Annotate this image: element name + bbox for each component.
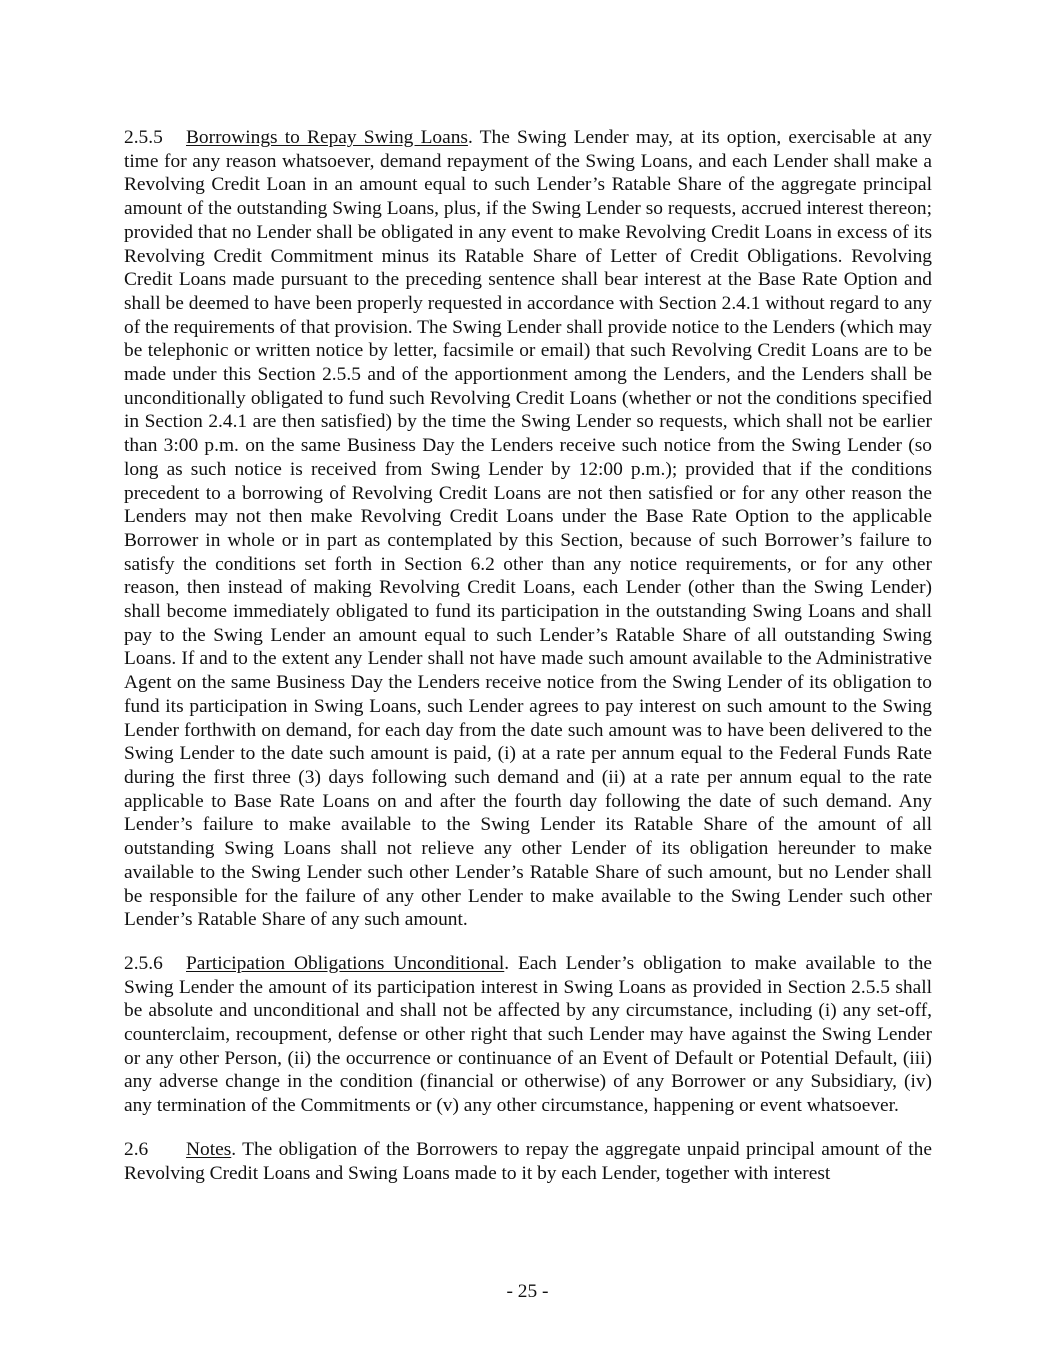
section-2-5-6 <box>124 952 932 1118</box>
section-heading: Borrowings to Repay Swing Loans <box>186 127 468 148</box>
section-body: . The Swing Lender may, at its option, exercisable at any time for any reason whatsoever, demand repayment of the Swing Loans, and each Lender shall make a Revolving Credit Loan in an amount equal to such Lender’s Ratable Share of the aggregate principal amount of the outstanding Swing Loans, plus, if the Swing Lender so requests, accrued interest thereon; provided that no Lender shall be obligated in any event to make Revolving Credit Loans in excess of its Revolving Credit Commitment minus its Ratable Share of Letter of Credit Obligations. Revolving Credit Loans made pursuant to the preceding sentence shall bear interest at the Base Rate Option and shall be deemed to have been properly requested in accordance with Section 2.4.1 without regard to any of the requirements of that provision. The Swing Lender shall provide notice to the Lenders (which may be telephonic or written notice by letter, facsimile or email) that such Revolving Credit Loans are to be made under this Section 2.5.5 and of the apportionment among the Lenders, and the Lenders shall be unconditionally obligated to fund such Revolving Credit Loans (whether or not the conditions specified in Section 2.4.1 are then satisfied) by the time the Swing Lender so requests, which shall not be earlier than 3:00 p.m. on the same Business Day the Lenders receive such notice from the Swing Lender (so long as such notice is received from Swing Lender by 12:00 p.m.); provided that if the conditions precedent to a borrowing of Revolving Credit Loans are not then satisfied or for any other reason the Lenders may not then make Revolving Credit Loans under the Base Rate Option to the applicable Borrower in whole or in part as contemplated by this Section, because of such Borrower’s failure to satisfy the conditions set forth in Section 6.2 other than any notice requirements, or for any other reason, then instead of making Revolving Credit Loans, each Lender (other than the Swing Lender) shall become immediately obligated to fund its participation in the outstanding Swing Loans and shall pay to the Swing Lender an amount equal to such Lender’s Ratable Share of all outstanding Swing Loans. If and to the extent any Lender shall not have made such amount available to the Administrative Agent on the same Business Day the Lenders receive notice from the Swing Lender of its obligation to fund its participation in Swing Loans, such Lender agrees to pay interest on such amount to the Swing Lender forthwith on demand, for each day from the date such amount was to have been delivered to the Swing Lender to the date such amount is paid, (i) at a rate per annum equal to the Federal Funds Rate during the first three (3) days following such demand and (ii) at a rate per annum equal to the rate applicable to Base Rate Loans on and after the fourth day following the date of such demand. Any Lender’s failure to make available to the Swing Lender its Ratable Share of the amount of all outstanding Swing Loans shall not relieve any other Lender of its obligation hereunder to make available to the Swing Lender such other Lender’s Ratable Share of such amount, but no Lender shall be responsible for the failure of any other Lender to make available to the Swing Lender such other Lender’s Ratable Share of any such amount. <box>124 127 933 931</box>
section-2-6 <box>124 1138 932 1185</box>
section-heading: Participation Obligations Unconditional <box>186 952 505 974</box>
section-body: . The obligation of the Borrowers to repay the aggregate unpaid principal amount of the Revolving Credit Loans and Swing Loans made to it by each Lender, together with interest <box>124 1138 932 1184</box>
page-number: - 25 - <box>506 1281 549 1302</box>
section-number: 2.5.5 <box>124 127 163 148</box>
section-number: 2.5.6 <box>124 952 163 974</box>
document-page <box>124 126 932 1205</box>
section-number: 2.6 <box>124 1138 149 1160</box>
section-2-5-5 <box>124 126 932 932</box>
section-heading: Notes <box>186 1138 232 1160</box>
section-body: . Each Lender’s obligation to make available to the Swing Lender the amount of its participation interest in Swing Loans as provided in Section 2.5.5 shall be absolute and unconditional and shall not be affected by any circumstance, including (i) any set-off, counterclaim, recoupment, defense or other right that such Lender may have against the Swing Lender or any other Person, (ii) the occurrence or continuance of an Event of Default or Potential Default, (iii) any adverse change in the condition (financial or otherwise) of any Borrower or any Subsidiary, (iv) any termination of the Commitments or (v) any other circumstance, happening or event whatsoever. <box>124 952 932 1117</box>
